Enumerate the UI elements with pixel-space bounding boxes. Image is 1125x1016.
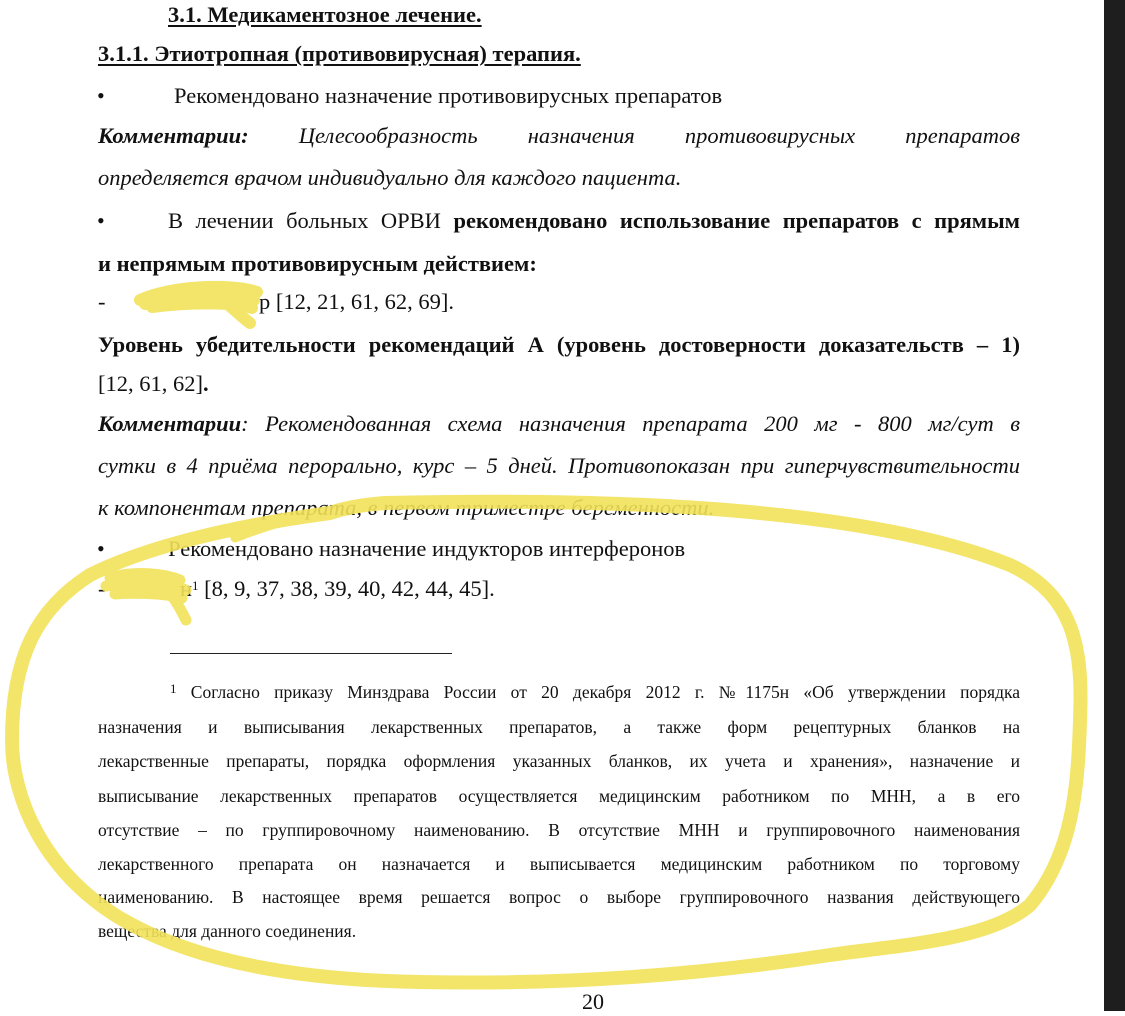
- comment-1-line-2: определяется врачом индивидуально для каждого пациента.: [98, 165, 682, 190]
- comment-2-line-2: сутки в 4 приёма перорально, курс – 5 дней. Противопоказан при гиперчувствительности: [98, 453, 1020, 478]
- redaction-mark-drug-2: [106, 574, 186, 620]
- footnote-line-4: выписывание лекарственных препаратов осуществляется медицинским работником по МНН, а в его: [98, 786, 1020, 806]
- comment-1-text: Целесообразность назначения противовирусных препаратов: [298, 123, 1021, 148]
- footnote-separator: [170, 653, 452, 654]
- footnote-line-7: наименованию. В настоящее время решается вопрос о выборе группировочного названия действующего: [98, 887, 1020, 907]
- footnote-marker: 1: [170, 681, 177, 696]
- highlighter-circle: [12, 502, 1081, 983]
- drug-2-line: [180, 575, 495, 603]
- evidence-references: [12, 61, 62]: [98, 371, 203, 396]
- bullet-marker: •: [97, 208, 105, 233]
- comment-2-text: : Рекомендованная схема назначения препарата 200 мг - 800 мг/сут в: [241, 411, 1020, 436]
- section-title: 3.1. Медикаментозное лечение.: [168, 2, 482, 27]
- drug-2-name-fragment: н: [180, 576, 193, 601]
- footnote-line-2: назначения и выписывания лекарственных препаратов, а также форм рецептурных бланков на: [98, 717, 1020, 737]
- bullet-2-lead: В лечении больных ОРВИ: [168, 208, 441, 233]
- drug-2-dash: -: [98, 576, 106, 601]
- footnote-line-3: лекарственные препараты, порядка оформления указанных бланков, их учета и хранения», назначение и: [98, 751, 1020, 771]
- bullet-interferon-inducers: Рекомендовано назначение индукторов интерферонов: [168, 536, 686, 561]
- drug-1-name-fragment: р: [259, 289, 271, 314]
- drug-2-references: [8, 9, 37, 38, 39, 40, 42, 44, 45].: [204, 576, 495, 601]
- page-number: 20: [582, 989, 604, 1014]
- evidence-period: .: [203, 371, 209, 396]
- footnote-text: Согласно приказу Минздрава России от 20 декабря 2012 г. №1175н «Об утверждении порядка: [190, 682, 1020, 702]
- drug-1-line: [259, 288, 454, 316]
- comment-label: Комментарии: [98, 411, 242, 436]
- comment-2-line-1: [98, 410, 1020, 438]
- bullet-marker: •: [97, 536, 105, 561]
- evidence-level-line-2: [98, 370, 209, 398]
- footnote-reference: 1: [192, 578, 199, 593]
- subsection-title: 3.1.1. Этиотропная (противовирусная) терапия.: [98, 41, 581, 66]
- bullet-marker: •: [97, 83, 105, 108]
- bullet-2-line-2: и непрямым противовирусным действием:: [98, 251, 537, 276]
- comment-2-line-3: к компонентам препарата, в первом триместре беременности.: [98, 495, 715, 520]
- evidence-level-line-1: Уровень убедительности рекомендаций А (уровень достоверности доказательств – 1): [98, 332, 1020, 357]
- comment-label: Комментарии:: [98, 123, 249, 148]
- drug-1-references: [12, 21, 61, 62, 69].: [275, 289, 454, 314]
- bullet-antiviral-recommendation: Рекомендовано назначение противовирусных препаратов: [174, 83, 723, 108]
- viewer-edge-bar: [1104, 0, 1125, 1011]
- footnote-line-6: лекарственного препарата он назначается и выписывается медицинским работником по торговому: [98, 854, 1020, 874]
- drug-1-dash: -: [98, 289, 106, 314]
- bullet-2-line-1: [168, 207, 1020, 235]
- bullet-2-bold-text: рекомендовано использование препаратов с прямым: [453, 208, 1021, 233]
- footnote-line-8: вещества для данного соединения.: [98, 921, 357, 941]
- comment-1-line-1: [98, 122, 1020, 150]
- footnote-line-5: отсутствие – по группировочному наименованию. В отсутствие МНН и группировочного наименования: [98, 820, 1020, 840]
- footnote-line-1: [170, 681, 1020, 703]
- redaction-mark-drug-1: [140, 287, 257, 323]
